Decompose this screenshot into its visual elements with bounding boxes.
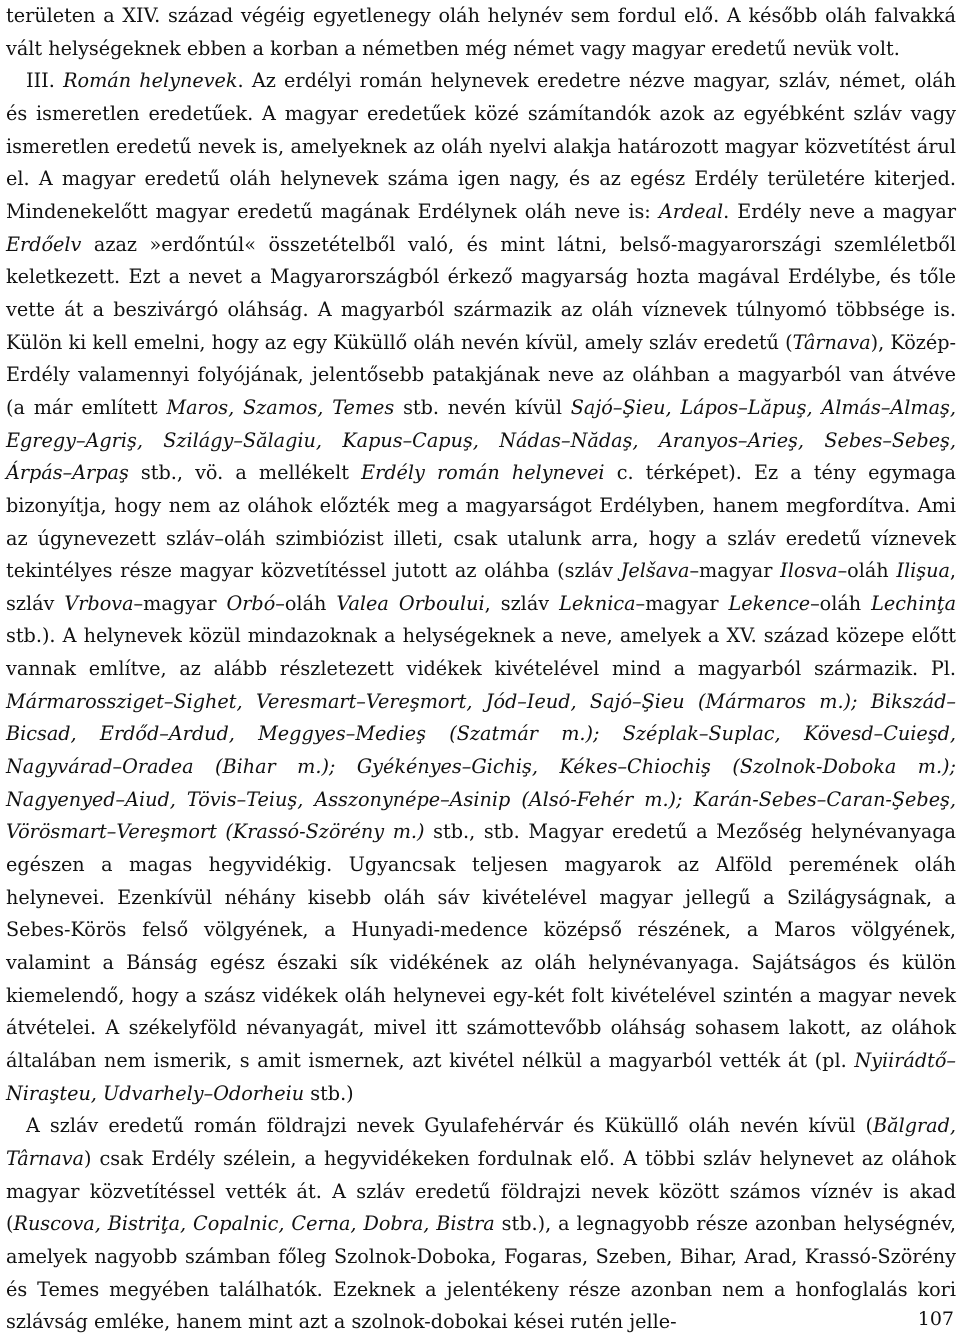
text-run: stb., stb. Magyar eredetű a Mezőség helynévanyaga egészen a magas hegyvidékig. Ugyancsak teljesen magyarok az Alföld peremének oláh helynevei. Ezenkívül néhány kisebb oláh sáv kivételével magyar jellegű a Szilágyságnak, a Sebes-Körös felső völgyének, a Hunyadi-medence középső részének, a Maros völgyének, valamint a Bánság egész északi sík vidékének az oláh helynévanyaga. Sajátságos és külön kiemelendő, hogy a szász vidékek oláh helynevei egy-két folt kivételével szintén a magyar nevek átvételei. A székelyföld névanyagát, mivel itt számottevőbb oláhság sohasem lakott, az oláhok általában nem ismerik, s amit ismernek, azt kivétel nélkül a magyarból vették át (pl. bbox=[6, 820, 956, 1072]
italic-text-run: Jelšava bbox=[620, 559, 690, 583]
text-run: területen a XIV. század végéig egyetlenegy oláh helynév sem fordul elő. A később oláh falvakká vált helységeknek ebben a korban a németben még német vagy magyar eredetű nevük volt. bbox=[6, 4, 956, 60]
italic-text-run: Ilosva bbox=[780, 559, 838, 583]
italic-text-run: Nyiirádtő–Niraşteu, Udvarhely–Odorheiu bbox=[6, 1049, 956, 1105]
text-run: –magyar bbox=[133, 591, 227, 615]
paragraph-roman-helynevek bbox=[6, 65, 956, 1110]
text-run: azaz »erdőntúl« összetételből való, és mint látni, belső-magyarországi szemléletből keletkezett. Ezt a nevet a Magyarországból érkező magyarság hozta magával Erdélybe, és tőle vette át a beszivárgó oláhság. A magyarból származik az oláh víznevek túlnyomó többsége is. Külön ki kell emelni, hogy az egy Küküllő oláh nevén kívül, amely szláv eredetű ( bbox=[6, 232, 956, 354]
paragraph-szlav-eredetu bbox=[6, 1110, 956, 1339]
italic-text-run: Ilişua bbox=[896, 559, 950, 583]
text-run: stb.), a legnagyobb része azonban helységnév, amelyek nagyobb számban főleg Szolnok-Doboka, Fogaras, Szeben, Bihar, Arad, Krassó-Szörény és Temes megyében találhatók. Ezeknek a jelentékeny része azonban nem a honfoglalás kori szlávság emléke, hanem mint azt a szolnok-dobokai kései rutén jelle- bbox=[6, 1212, 957, 1334]
italic-text-run: Erdőelv bbox=[6, 232, 82, 256]
italic-text-run: Orbó bbox=[226, 591, 276, 615]
italic-text-run: Ardeal bbox=[658, 199, 724, 223]
italic-text-run: Valea Orboului bbox=[336, 591, 485, 615]
text-run: stb.). A helynevek közül mindazoknak a helységeknek a neve, amelyek a XV. század közepe előtt vannak említve, az alább részletezett vidékek kivételével mind a magyarból származik. Pl. bbox=[6, 624, 956, 681]
italic-text-run: Maros, Szamos, Temes bbox=[166, 395, 395, 419]
page-number: 107 bbox=[917, 1308, 954, 1330]
italic-text-run: Mármarossziget–Sighet, Veresmart–Vereşmort, Jód–Ieud, Sajó–Şieu (Mármaros m.); Bikszád–Bicsad, Erdőd–Ardud, Meggyes–Medieş (Szatmár m.); Széplak–Suplac, Kövesd–Cuieşd, Nagyvárad–Oradea (Bihar m.); Gyékényes–Gichiş, Kékes–Chiochiş (Szolnok-Doboka m.); Nagyenyed–Aiud, Tövis–Teiuş, Asszonynépe–Asinip (Alsó-Fehér m.); Karán-Sebes–Caran-Şebeş, Vörösmart–Vereşmort (Krassó-Szörény m.) bbox=[6, 689, 956, 844]
italic-text-run: Lechinţa bbox=[871, 591, 957, 615]
italic-text-run: Erdély román helynevei bbox=[361, 461, 605, 485]
text-run: ), Közép-Erdély valamennyi folyójának, jelentősebb patakjának neve az oláhban a magyarból van átvéve (a már említett bbox=[6, 330, 956, 419]
text-run: –magyar bbox=[689, 559, 781, 583]
text-run: . Erdély neve a magyar bbox=[723, 199, 956, 223]
text-run: ) csak Erdély szélein, a hegyvidékeken fordulnak elő. A többi szláv helynevet az oláhok magyar közvetítéssel vették át. A szláv eredetű földrajzi nevek között számos víznév is akad ( bbox=[6, 1146, 956, 1236]
italic-text-run: Sajó–Şieu, Lápos–Lăpuş, Almás–Almaş, Egregy–Agriş, Szilágy–Sălagiu, Kapus–Capuş, Nádas–Nădaş, Aranyos–Arieş, Sebes–Sebeş, Árpás–Arpaş bbox=[6, 395, 957, 485]
text-run: stb., vö. a mellékelt bbox=[128, 461, 362, 485]
text-run: , szláv bbox=[6, 559, 956, 615]
italic-text-run: Vrbova bbox=[64, 591, 134, 615]
text-run: . Az erdélyi román helynevek eredetre nézve magyar, szláv, német, oláh és ismeretlen eredetűek. A magyar eredetűek közé számítandók azok az egyébként szláv vagy ismeretlen eredetű nevek is, amelyeknek az oláh nyelvi alakja határozott magyar közvetítést árul el. A magyar eredetű oláh helynevek száma igen nagy, és az egész Erdély területére kiterjed. Mindenekelőtt magyar eredetű magának Erdélynek oláh neve is: bbox=[6, 69, 957, 223]
text-run: –magyar bbox=[635, 591, 729, 615]
text-run: c. térképet). Ez a tény egymaga bizonyítja, hogy nem az oláhok előzték meg a magyarságot Erdélyben, hanem megfordítva. Ami az úgynevezett szláv–oláh szimbiózist illeti, csak utalunk arra, hogy a szláv eredetű víznevek tekintélyes része magyar közvetítéssel jutott az oláhba (szláv bbox=[6, 461, 956, 583]
text-run: –oláh bbox=[837, 559, 897, 583]
text-run: stb.) bbox=[304, 1081, 354, 1105]
text-run: A szláv eredetű román földrajzi nevek Gyulafehérvár és Küküllő oláh nevén kívül ( bbox=[26, 1114, 874, 1138]
text-run: –oláh bbox=[810, 591, 872, 615]
page-body bbox=[6, 0, 956, 1339]
italic-text-run: Bălgrad, Târnava bbox=[6, 1114, 956, 1170]
text-run: –oláh bbox=[275, 591, 337, 615]
italic-text-run: Lekence bbox=[728, 591, 811, 615]
italic-text-run: Román helynevek bbox=[63, 69, 238, 93]
italic-text-run: Ruscova, Bistriţa, Copalnic, Cerna, Dobra, Bistra bbox=[13, 1212, 495, 1236]
text-run: stb. nevén kívül bbox=[394, 395, 571, 419]
text-run: , szláv bbox=[484, 591, 560, 615]
italic-text-run: Târnava bbox=[792, 330, 871, 354]
paragraph-continued bbox=[6, 0, 956, 65]
italic-text-run: Leknica bbox=[559, 591, 636, 615]
text-run: III. bbox=[26, 69, 64, 93]
